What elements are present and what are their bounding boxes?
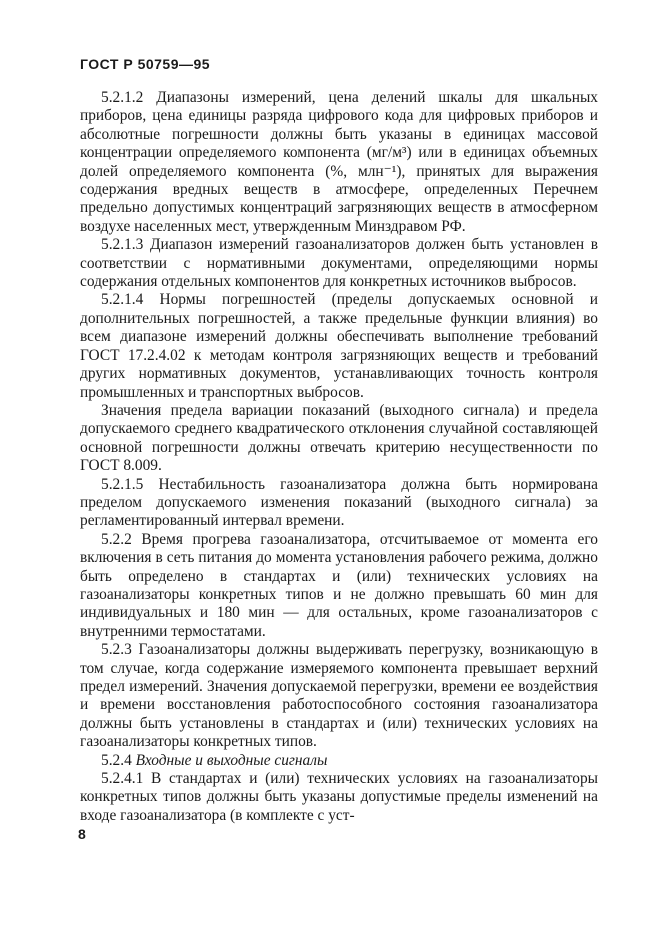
paragraph-5-2-4-1: 5.2.4.1 В стандартах и (или) технических условиях на газоанализаторы конкретных типов должны быть указаны допустимые пределы изменений на входе газоанализатора (в комплекте с уст- xyxy=(80,770,598,824)
section-number: 5.2.4 xyxy=(101,751,132,769)
page-number: 8 xyxy=(78,826,86,842)
section-title: Входные и выходные сигналы xyxy=(135,751,328,769)
paragraph-variation: Значения предела вариации показаний (выходного сигнала) и предела допускаемого среднего квадратического отклонения случайной составляющей основной погрешности должны отвечать критерию несущественности по ГОСТ 8.009. xyxy=(80,401,598,475)
paragraph-5-2-1-4: 5.2.1.4 Нормы погрешностей (пределы допускаемых основной и дополнительных погрешностей, а также предельные функции влияния) во всем диапазоне измерений должны обеспечивать выполнение требований ГОСТ 17.2.4.02 к методам контроля загрязняющих веществ и требований других нормативных документов, устанавливающих точность контроля промышленных и транспортных выбросов. xyxy=(80,291,598,401)
section-heading-5-2-4 xyxy=(80,752,598,770)
document-header: ГОСТ Р 50759—95 xyxy=(80,56,211,72)
paragraph-5-2-1-2: 5.2.1.2 Диапазоны измерений, цена делений шкалы для шкальных приборов, цена единицы разряда цифрового кода для цифровых приборов и абсолютные погрешности должны быть указаны в единицах массовой концентрации определяемого компонента (мг/м³) или в единицах объемных долей определяемого компонента (%, млн⁻¹), принятых для выражения содержания вредных веществ в атмосфере, определенных Перечнем предельно допустимых концентраций загрязняющих веществ в атмосферном воздухе населенных мест, утвержденным Минздравом РФ. xyxy=(80,89,598,235)
paragraph-5-2-1-3: 5.2.1.3 Диапазон измерений газоанализаторов должен быть установлен в соответствии с нормативными документами, определяющими нормы содержания отдельных компонентов для конкретных источников выбросов. xyxy=(80,236,598,291)
paragraph-5-2-1-5: 5.2.1.5 Нестабильность газоанализатора должна быть нормирована пределом допускаемого изменения показаний (выходного сигнала) за регламентированный интервал времени. xyxy=(80,475,598,530)
body-text xyxy=(80,89,598,825)
paragraph-5-2-2: 5.2.2 Время прогрева газоанализатора, отсчитываемое от момента его включения в сеть питания до момента установления рабочего режима, должно быть определено в стандартах и (или) технических условиях на газоанализаторы конкретных типов и не должно превышать 60 мин для индивидуальных и 180 мин — для остальных, кроме газоанализаторов с внутренними термостатами. xyxy=(80,530,598,640)
paragraph-5-2-3: 5.2.3 Газоанализаторы должны выдерживать перегрузку, возникающую в том случае, когда содержание измеряемого компонента превышает верхний предел измерений. Значения допускаемой перегрузки, времени ее воздействия и времени восстановления работоспособного состояния газоанализатора должны быть установлены в стандартах и (или) технических условиях на газоанализаторы конкретных типов. xyxy=(80,641,598,751)
